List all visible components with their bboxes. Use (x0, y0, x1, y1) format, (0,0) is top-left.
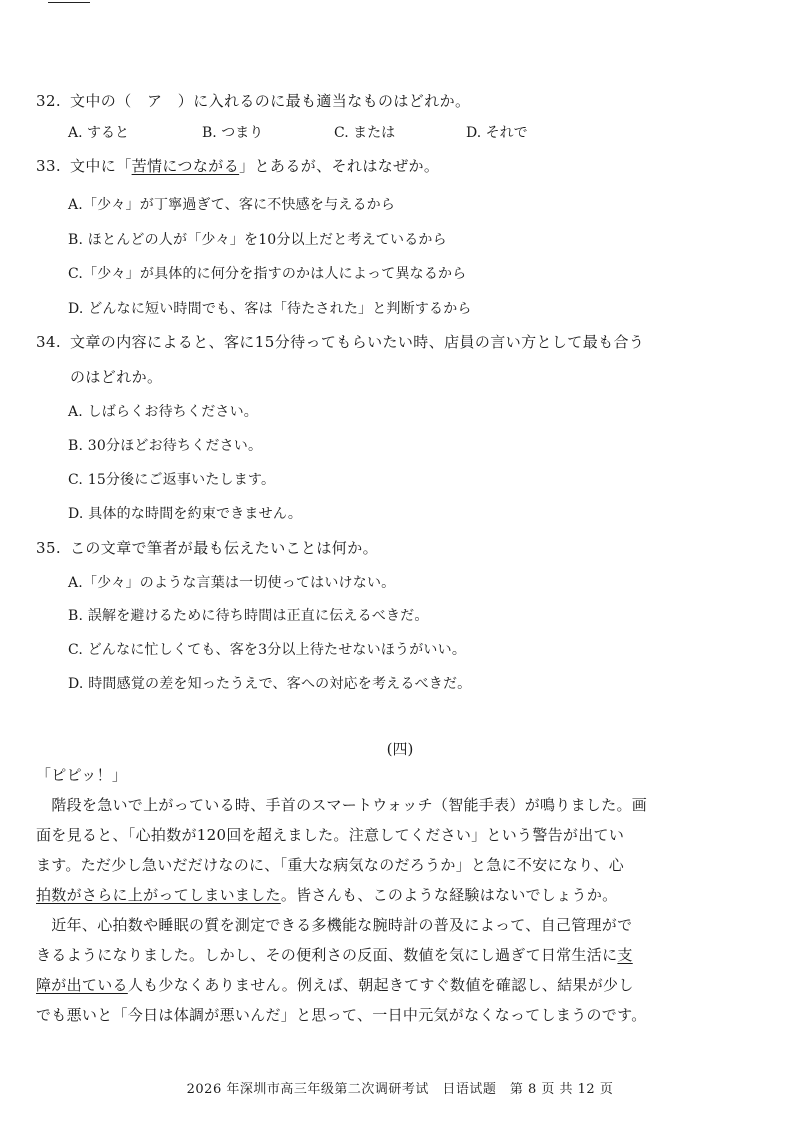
question-number: 32. (36, 92, 62, 110)
passage-line (36, 880, 666, 910)
passage-line: 近年、心拍数や睡眠の質を測定できる多機能な腕時計の普及によって、自己管理がで (36, 916, 633, 934)
passage-text: 人も少なくありません。例えば、朝起きてすぐ数値を確認し、結果が少し (127, 976, 634, 994)
underlined-phrase: 障が出ている (36, 976, 128, 994)
q33-option-a: A.「少々」が丁寧過ぎて、客に不快感を与えるから (68, 197, 396, 213)
q32-option-c: C. または (334, 125, 396, 141)
q35-option-c: C. どんなに忙しくても、客を3分以上待たせないほうがいい。 (68, 642, 467, 658)
section-heading: (四) (386, 740, 414, 758)
passage-line (36, 970, 666, 1000)
question-number: 33. (36, 157, 62, 175)
underlined-phrase: 支 (617, 946, 633, 964)
q32-option-a: A. すると (68, 125, 130, 141)
prompt-part: 文中に「 (70, 157, 132, 175)
q35-option-d: D. 時間感覚の差を知ったうえで、客への対応を考えるべきだ。 (68, 676, 472, 692)
underlined-phrase: 苦情につながる (131, 157, 240, 175)
q32-option-b: B. つまり (202, 125, 264, 141)
question-number: 34. (36, 333, 62, 351)
question-prompt: この文章で筆者が最も伝えたいことは何か。 (70, 539, 379, 557)
q34-option-c: C. 15分後にご返事いたします。 (68, 472, 276, 488)
underlined-phrase: 拍数がさらに上がってしまいました (36, 886, 281, 904)
q34-option-d: D. 具体的な時間を約束できません。 (68, 506, 303, 522)
passage-line: でも悪いと「今日は体調が悪いんだ」と思って、一日中元気がなくなってしまうのです。 (36, 1006, 647, 1024)
q35-option-b: B. 誤解を避けるために待ち時間は正直に伝えるべきだ。 (68, 608, 429, 624)
q33-option-d: D. どんなに短い時間でも、客は「待たされた」と判断するから (68, 301, 472, 317)
passage-text: きるようになりました。しかし、その便利さの反面、数値を気にし過ぎて日常生活に (36, 946, 618, 964)
question-prompt: 文中の（ ア ）に入れるのに最も適当なものはどれか。 (70, 92, 471, 110)
passage-line: 階段を急いで上がっている時、手首のスマートウォッチ（智能手表）が鳴りました。画 (36, 796, 648, 814)
q34-option-a: A. しばらくお待ちください。 (68, 404, 259, 420)
prompt-part: 」とあるが、それはなぜか。 (239, 157, 440, 175)
q33-option-b: B. ほとんどの人が「少々」を10分以上だと考えているから (68, 232, 447, 248)
passage-line: ます。ただ少し急いだだけなのに、「重大な病気なのだろうか」と急に不安になり、心 (36, 856, 625, 874)
q35-option-a: A.「少々」のような言葉は一切使ってはいけない。 (68, 575, 396, 591)
passage-line: 「ピピッ！」 (36, 766, 128, 784)
reading-passage (36, 760, 666, 1030)
question-33 (36, 155, 439, 176)
question-number: 35. (36, 539, 62, 557)
question-34-cont: のはどれか。 (70, 368, 163, 386)
question-prompt: 文章の内容によると、客に15分待ってもらいたい時、店員の言い方として最も合う (70, 333, 645, 351)
question-32 (36, 90, 470, 111)
passage-line (36, 940, 666, 970)
q34-option-b: B. 30分ほどお待ちください。 (68, 438, 263, 454)
question-34 (36, 331, 644, 352)
top-rule (48, 2, 90, 3)
q32-option-d: D. それで (466, 125, 528, 141)
page-footer: 2026 年深圳市高三年级第二次调研考试 日语试题 第 8 页 共 12 页 (186, 1082, 614, 1097)
question-35 (36, 537, 378, 558)
passage-text: 。皆さんも、このような経験はないでしょうか。 (280, 886, 618, 904)
q33-option-c: C.「少々」が具体的に何分を指すのかは人によって異なるから (68, 266, 467, 282)
passage-line: 面を見ると、「心拍数が120回を超えました。注意してください」という警告が出てい (36, 826, 625, 844)
